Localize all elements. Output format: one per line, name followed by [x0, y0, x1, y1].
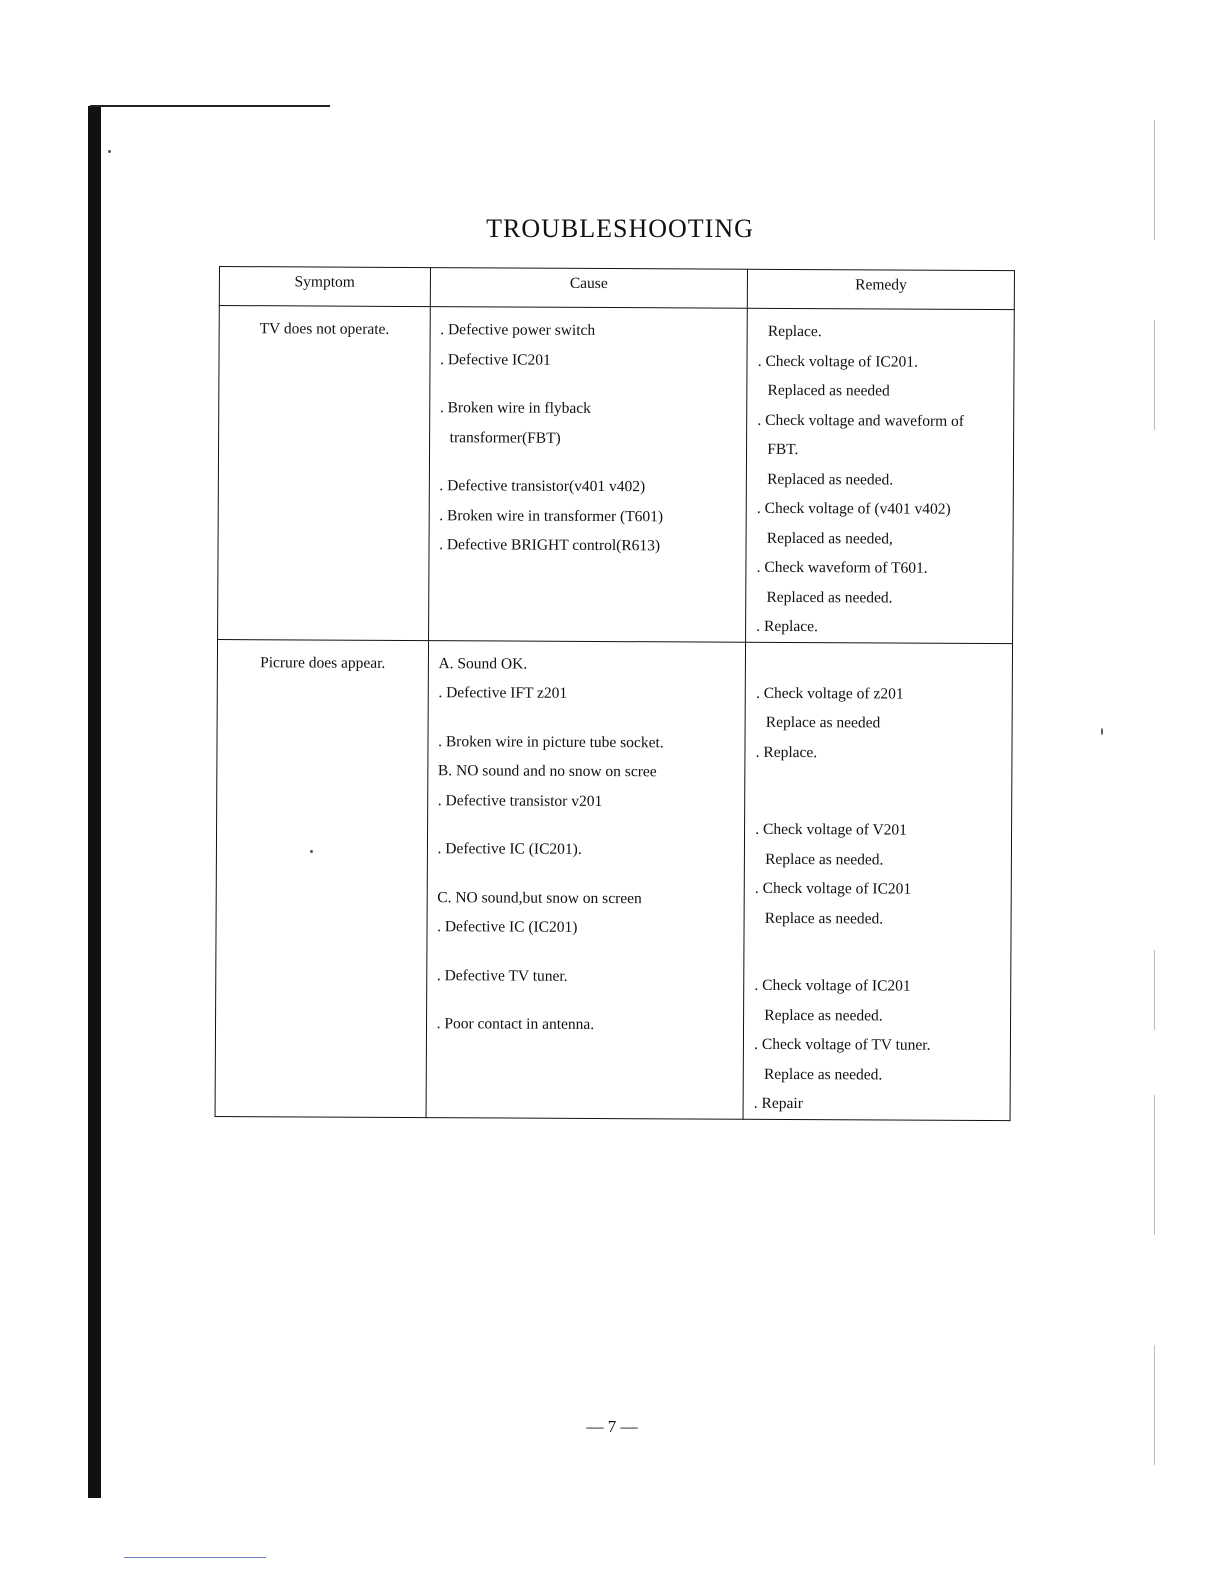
cause-line: . Poor contact in antenna.	[436, 1015, 595, 1033]
remedy-line: . Repair	[753, 1094, 803, 1113]
remedy-line: Replace.	[767, 322, 822, 341]
symptom-header: Symptom	[219, 267, 430, 307]
remedy-line: . Check voltage of (v401 v402)	[756, 499, 951, 518]
cause-line: . Defective TV tuner.	[436, 966, 568, 985]
cause-header: Cause	[430, 268, 748, 309]
cause-line: . Defective BRIGHT control(R613)	[439, 536, 661, 555]
cause-line: . Defective IC201	[440, 350, 551, 369]
remedy-line: Replaced as needed.	[767, 470, 894, 489]
table-row	[218, 306, 1015, 644]
troubleshooting-table	[215, 266, 1015, 1121]
symptom-cell	[215, 639, 428, 1117]
remedy-line: Replace as needed.	[763, 1065, 883, 1083]
page-number: — 7 —	[586, 1417, 638, 1436]
scan-edge-line	[1154, 950, 1155, 1030]
remedy-line: Replaced as needed.	[766, 588, 893, 607]
remedy-line: . Check voltage of z201	[755, 684, 904, 703]
cause-line: . Defective transistor v201	[437, 791, 603, 810]
binding-edge-bar	[88, 106, 101, 1498]
cause-line: . Defective IFT z201	[438, 684, 568, 702]
cause-line: . Defective transistor(v401 v402)	[439, 477, 646, 496]
cause-line: A. Sound OK.	[438, 654, 528, 673]
remedy-line: . Check voltage and waveform of	[757, 411, 965, 430]
remedy-cell	[743, 642, 1012, 1120]
scan-edge-line	[1154, 1095, 1155, 1235]
remedy-line: . Replace.	[755, 743, 818, 761]
remedy-line: Replace as needed.	[764, 909, 884, 927]
symptom-cell	[218, 306, 430, 641]
remedy-line: . Check voltage of IC201	[754, 976, 911, 995]
cause-line: . Defective IC (IC201).	[437, 840, 582, 858]
scan-edge-line	[1154, 1345, 1155, 1465]
cause-line: . Defective IC (IC201)	[437, 918, 578, 936]
cause-line: C. NO sound,but snow on screen	[437, 888, 642, 907]
scan-speck	[1101, 728, 1103, 735]
remedy-line: . Check voltage of IC201	[754, 879, 912, 898]
cause-cell	[428, 307, 747, 642]
cause-line: transformer(FBT)	[449, 428, 561, 447]
remedy-line: . Check voltage of TV tuner.	[754, 1035, 931, 1054]
remedy-line: Replace as needed	[765, 713, 881, 732]
cause-cell	[426, 640, 746, 1119]
remedy-line: Replaced as needed	[767, 381, 890, 400]
remedy-line: . Check waveform of T601.	[756, 558, 928, 577]
symptom-text: TV does not operate.	[259, 320, 390, 338]
remedy-line: Replaced as needed,	[766, 529, 893, 548]
symptom-text: Picrure does appear.	[260, 653, 386, 672]
remedy-cell	[746, 308, 1015, 643]
remedy-line: Replace as needed.	[765, 850, 884, 868]
cause-line: . Broken wire in flyback	[439, 399, 591, 417]
remedy-line: . Check voltage of V201	[755, 820, 907, 839]
scan-edge-line	[1154, 320, 1155, 430]
remedy-line: . Check voltage of IC201.	[757, 352, 918, 371]
cause-line: . Broken wire in transformer (T601)	[439, 506, 664, 525]
page-title: TROUBLESHOOTING	[486, 214, 754, 243]
table-header-row	[219, 267, 1014, 310]
remedy-line: FBT.	[767, 440, 799, 459]
table-row	[215, 639, 1012, 1120]
remedy-line: Replace as needed.	[764, 1006, 883, 1024]
bottom-rule	[124, 1557, 266, 1558]
scan-speck	[108, 150, 111, 153]
cause-line: B. NO sound and no snow on scree	[437, 762, 657, 781]
top-rule	[90, 105, 330, 107]
cause-line: . Defective power switch	[440, 321, 596, 339]
remedy-header: Remedy	[747, 269, 1014, 309]
remedy-line: . Replace.	[756, 617, 818, 636]
cause-line: . Broken wire in picture tube socket.	[438, 732, 664, 751]
